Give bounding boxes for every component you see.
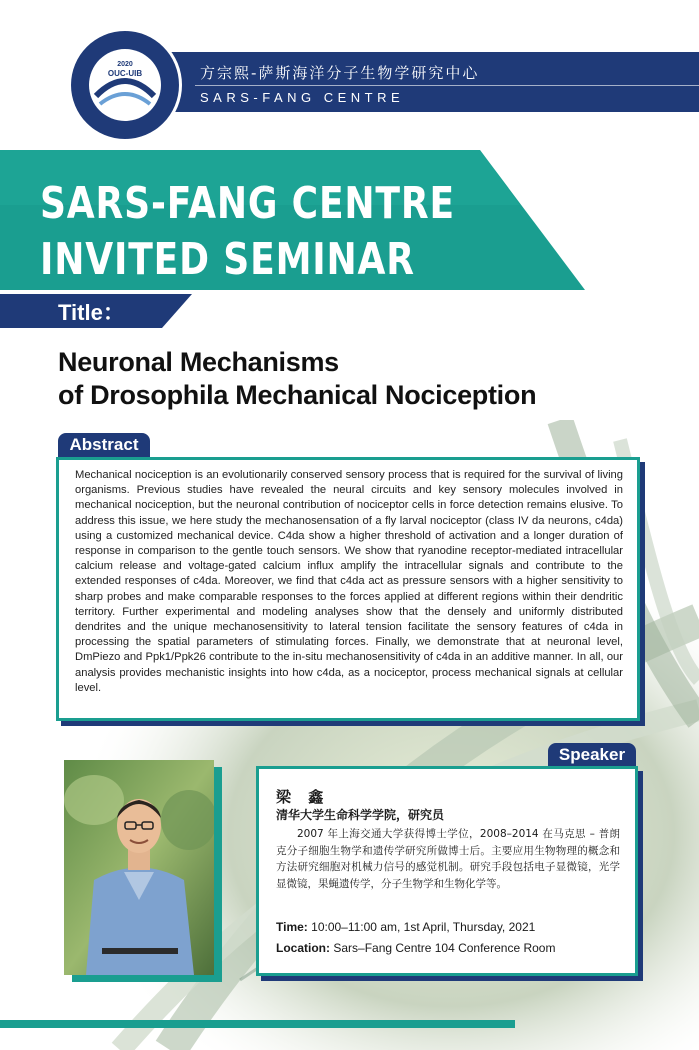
talk-title	[58, 346, 658, 412]
bottom-accent-bar	[0, 1020, 515, 1028]
talk-title-line-1: Neuronal Mechanisms	[58, 347, 339, 377]
header-divider	[195, 85, 699, 86]
seminar-location	[276, 941, 555, 955]
speaker-name: 梁 鑫	[276, 788, 330, 806]
center-name-cn: 方宗熙-萨斯海洋分子生物学研究中心	[200, 64, 480, 82]
speaker-affiliation: 清华大学生命科学学院，研究员	[276, 808, 445, 822]
time-label: Time:	[276, 920, 308, 934]
speaker-photo	[64, 760, 214, 975]
talk-title-line-2: of Drosophila Mechanical Nociception	[58, 380, 537, 410]
location-label: Location:	[276, 941, 330, 955]
banner-line-2: INVITED SEMINAR	[40, 234, 415, 285]
time-value: 10:00–11:00 am, 1st April, Thursday, 2021	[311, 920, 536, 934]
seminar-time	[276, 920, 535, 934]
banner-heading	[40, 176, 455, 288]
speaker-label: Speaker	[548, 743, 636, 767]
title-label: Title：	[58, 300, 125, 325]
abstract-label: Abstract	[58, 433, 150, 457]
banner-line-1: SARS-FANG CENTRE	[40, 178, 455, 229]
location-value: Sars–Fang Centre 104 Conference Room	[333, 941, 556, 955]
abstract-text: Mechanical nociception is an evolutionarily conserved sensory process that is required for the survival of living organisms. Previous studies have revealed the neural circuits and key sensory molecules involved in mechanical nociception, but the neuronal contribution of nociceptor cells in force detection remains elusive. To address this issue, we here study the mechanosensation of a fly larval nociceptor (class IV da neurons, c4da) using a customized mechanical device. C4da show a higher threshold of activation and a longer duration of response in comparison to the gentle touch sensors. We show that ryanodine receptor-mediated intracellular calcium release and voltage-gated calcium influx amplify the intracellular signals and contribute to the extended responses of c4da. Moreover, we find that c4da act as pressure sensors with a higher sensitivity to sharp probes and make comparable responses to the forces applied at different regions within their dendritic territory. Further experimental and modeling analyses show that the densely and uniformly distributed dendrites and the unique mechanosensitivity to lateral tension facilitate the sensory features of c4da in processing the spatial parameters of stimulating forces. Finally, we demonstrate that at neuronal level, DmPiezo and Ppk1/Ppk26 contribute to the in-situ mechanosensitivity of c4da in an additive manner. In all, our analysis provides mechanistic insights into how c4da, as a nociceptor, process mechanical signals at cellular level.	[75, 469, 623, 694]
logo-year: 2020	[117, 61, 133, 68]
speaker-bio: 2007 年上海交通大学获得博士学位，2008–2014 在马克思 – 普朗克分子细胞生物学和遗传学研究所做博士后。主要应用生物物理的概念和方法研究细胞对机械力信号的感觉机制。研究手段包括电子显微镜，光学显微镜，果蝇遗传学，分子生物学和生物化学等。	[276, 828, 620, 890]
logo-abbr: OUC-UIB	[107, 69, 143, 78]
center-name-en: SARS-FANG CENTRE	[200, 90, 405, 105]
ouc-uib-logo	[66, 26, 184, 144]
